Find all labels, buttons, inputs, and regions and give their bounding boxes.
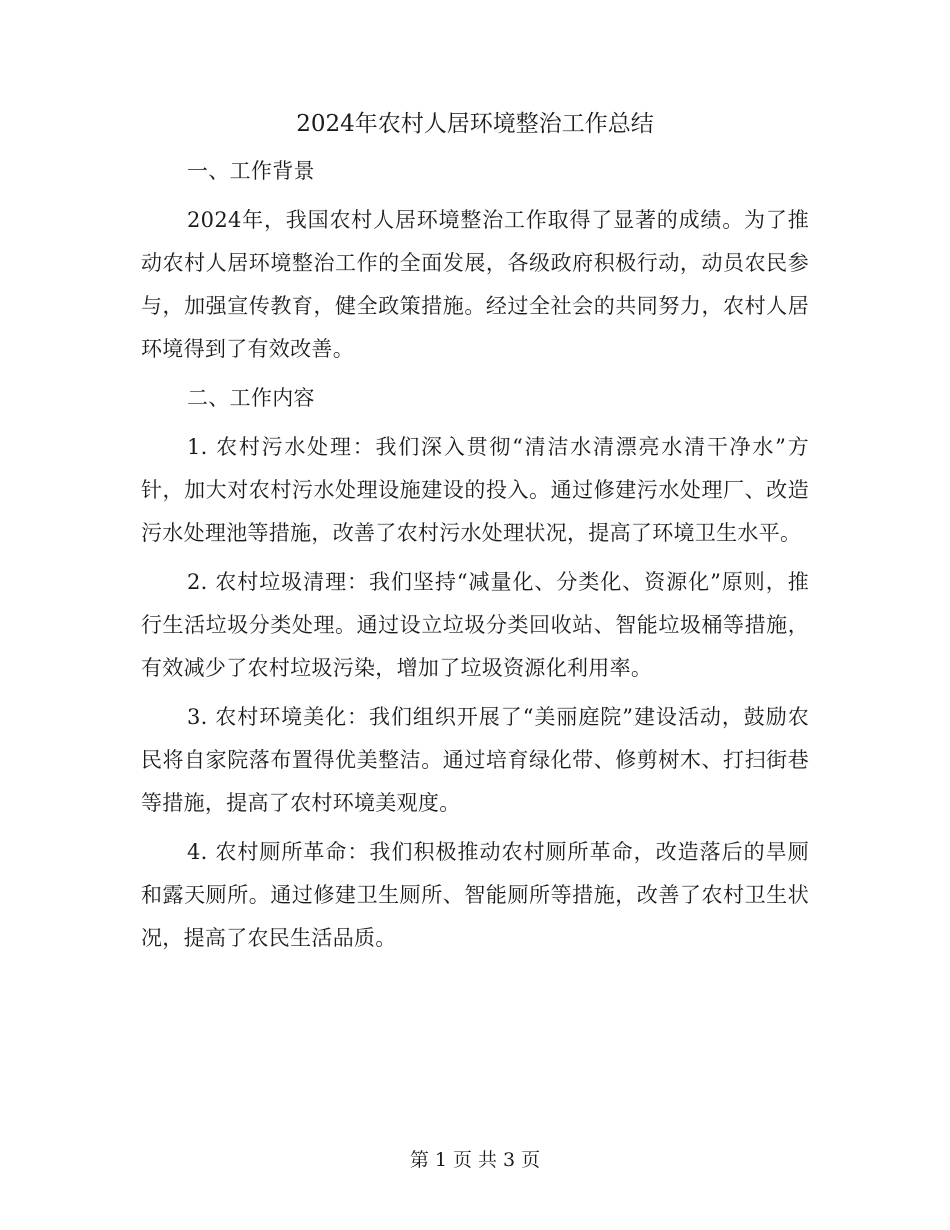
page-number-footer: 第 1 页 共 3 页 bbox=[409, 1149, 541, 1171]
paragraph-sewage: 1. 农村污水处理：我们深入贯彻“清洁水清漂亮水清干净水”方针，加大对农村污水处理设施建设的投入。通过修建污水处理厂、改造污水处理池等措施，改善了农村污水处理状况，提高了环境卫生水平。 bbox=[141, 435, 809, 545]
section-heading-content: 二、工作内容 bbox=[187, 386, 315, 410]
document-body bbox=[141, 150, 809, 966]
paragraph-beautification: 3. 农村环境美化：我们组织开展了“美丽庭院”建设活动，鼓励农民将自家院落布置得优美整洁。通过培育绿化带、修剪树木、打扫街巷等措施，提高了农村环境美观度。 bbox=[141, 705, 809, 815]
paragraph-garbage: 2. 农村垃圾清理：我们坚持“减量化、分类化、资源化”原则，推行生活垃圾分类处理。通过设立垃圾分类回收站、智能垃圾桶等措施，有效减少了农村垃圾污染，增加了垃圾资源化利用率。 bbox=[141, 570, 809, 680]
document-title: 2024年农村人居环境整治工作总结 bbox=[296, 111, 654, 137]
paragraph-toilet: 4. 农村厕所革命：我们积极推动农村厕所革命，改造落后的旱厕和露天厕所。通过修建卫生厕所、智能厕所等措施，改善了农村卫生状况，提高了农民生活品质。 bbox=[141, 840, 809, 950]
section-heading-background: 一、工作背景 bbox=[187, 159, 315, 183]
paragraph-background: 2024年，我国农村人居环境整治工作取得了显著的成绩。为了推动农村人居环境整治工作的全面发展，各级政府积极行动，动员农民参与，加强宣传教育，健全政策措施。经过全社会的共同努力，农村人居环境得到了有效改善。 bbox=[141, 208, 809, 361]
